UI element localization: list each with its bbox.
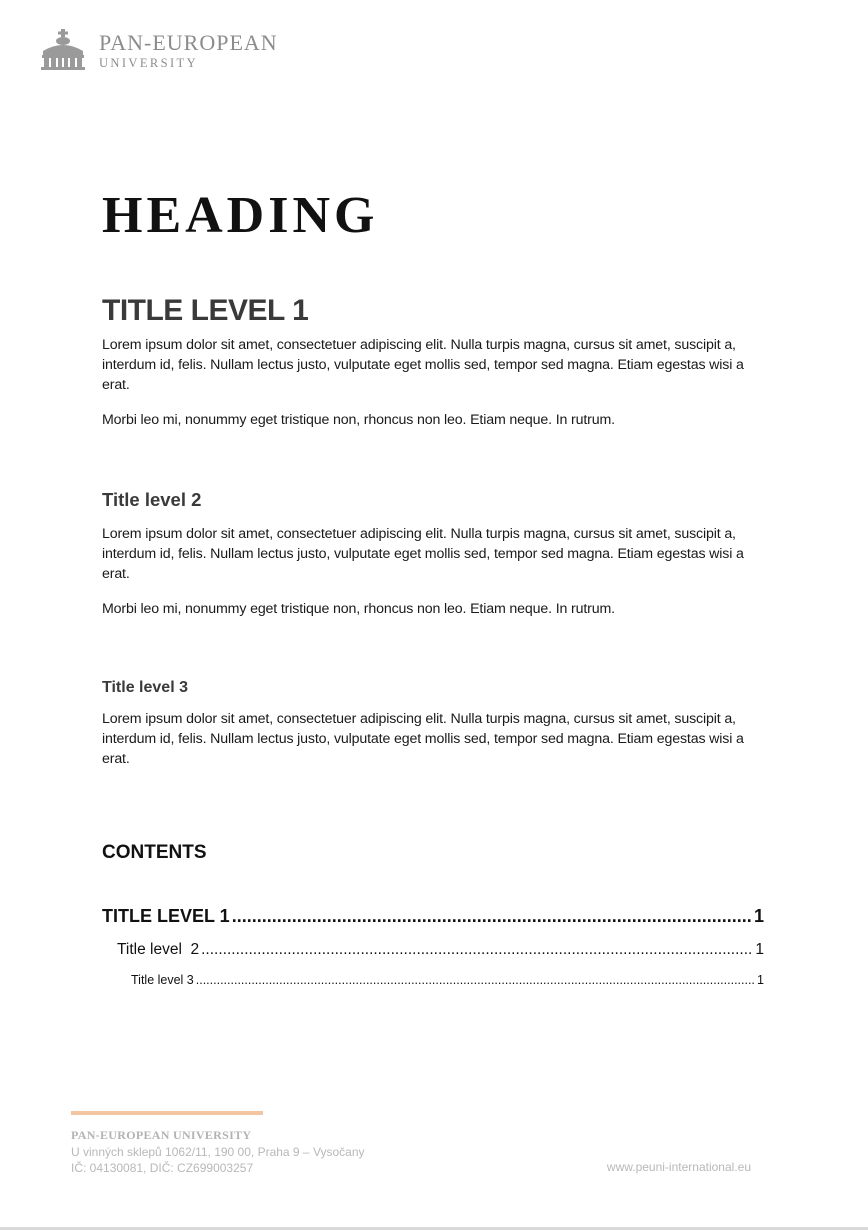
title-level-1: TITLE LEVEL 1 bbox=[102, 294, 309, 327]
university-crest-icon bbox=[40, 29, 86, 71]
title-level-3: Title level 3 bbox=[102, 679, 188, 696]
toc-entry-label: Title level 2 bbox=[117, 941, 200, 958]
section1-paragraph-2: Morbi leo mi, nonummy eget tristique non, rhoncus non leo. Etiam neque. In rutrum. bbox=[102, 412, 615, 428]
document-heading: HEADING bbox=[102, 187, 379, 244]
contents-title: CONTENTS bbox=[102, 842, 207, 863]
toc-page-number: 1 bbox=[757, 973, 764, 987]
section2-paragraph-1: Lorem ipsum dolor sit amet, consectetuer adipiscing elit. Nulla turpis magna, cursus sit amet, suscipit a, interdum id, felis. Nullam lectus justo, vulputate eget mollis sed, tempor sed magna. Etiam egestas wisi a erat. bbox=[102, 526, 744, 582]
toc-entry-level-3[interactable] bbox=[131, 971, 764, 989]
footer-accent-bar bbox=[71, 1111, 263, 1115]
section2-paragraph-2: Morbi leo mi, nonummy eget tristique non, rhoncus non leo. Etiam neque. In rutrum. bbox=[102, 601, 615, 617]
toc-entry-label: Title level 3 bbox=[131, 973, 194, 987]
footer-website-link[interactable]: www.peuni-international.eu bbox=[606, 1160, 751, 1174]
section3-paragraph-1: Lorem ipsum dolor sit amet, consectetuer adipiscing elit. Nulla turpis magna, cursus sit amet, suscipit a, interdum id, felis. Nullam lectus justo, vulputate eget mollis sed, tempor sed magna. Etiam egestas wisi a erat. bbox=[102, 711, 744, 767]
logo-title: PAN-EUROPEAN bbox=[99, 30, 278, 55]
title-level-2: Title level 2 bbox=[102, 489, 202, 510]
university-logo bbox=[40, 29, 278, 71]
toc-page-number: 1 bbox=[753, 906, 764, 926]
toc-leader bbox=[232, 904, 752, 928]
logo-subtitle: UNIVERSITY bbox=[99, 56, 198, 70]
toc-entry-level-1[interactable] bbox=[102, 904, 764, 928]
toc-entry-level-2[interactable] bbox=[117, 940, 764, 960]
toc-leader bbox=[201, 940, 753, 960]
toc-entry-label: TITLE LEVEL 1 bbox=[102, 906, 230, 926]
footer-company-ids: IČ: 04130081, DIČ: CZ699003257 bbox=[71, 1161, 254, 1175]
footer-address: U vinných sklepů 1062/11, 190 00, Praha 9 – Vysočany bbox=[71, 1145, 365, 1159]
section1-paragraph-1: Lorem ipsum dolor sit amet, consectetuer adipiscing elit. Nulla turpis magna, cursus sit amet, suscipit a, interdum id, felis. Nullam lectus justo, vulputate eget mollis sed, tempor sed magna. Etiam egestas wisi a erat. bbox=[102, 337, 744, 393]
toc-page-number: 1 bbox=[755, 941, 764, 958]
footer-organization: PAN-EUROPEAN UNIVERSITY bbox=[71, 1128, 252, 1142]
toc-leader bbox=[196, 971, 755, 989]
